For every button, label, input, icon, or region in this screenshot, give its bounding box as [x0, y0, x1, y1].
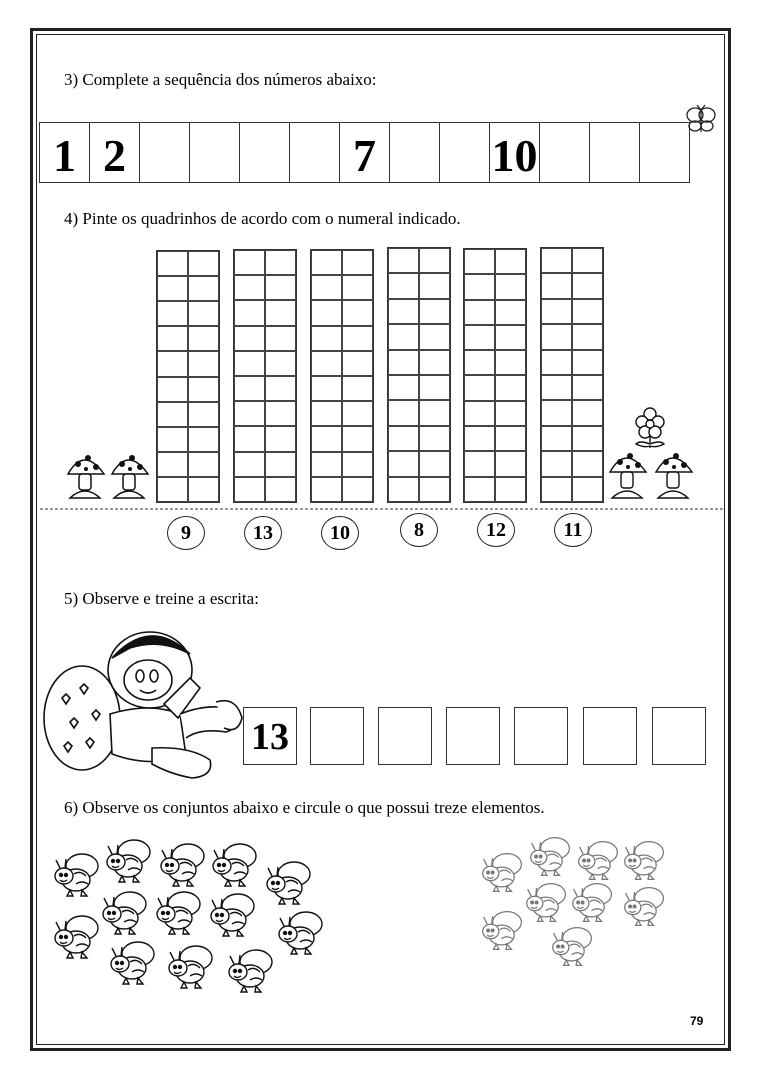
numeral-circle: 13 [244, 516, 282, 550]
grid-square[interactable] [342, 351, 373, 376]
writing-box[interactable]: 13 [243, 707, 297, 765]
writing-box[interactable] [652, 707, 706, 765]
grid-square[interactable] [541, 299, 572, 324]
grid-square[interactable] [342, 426, 373, 451]
sequence-cell[interactable] [539, 122, 590, 183]
bee-icon [52, 850, 104, 898]
grid-square[interactable] [234, 376, 265, 401]
grid-square[interactable] [541, 400, 572, 425]
grid-square[interactable] [388, 375, 419, 400]
grid-square[interactable] [188, 402, 219, 427]
grid-square[interactable] [495, 451, 526, 476]
question-3-title: 3) Complete a sequência dos números abaixo: [64, 70, 377, 89]
paint-grid [463, 248, 527, 503]
grid-square[interactable] [311, 426, 342, 451]
sequence-cell[interactable]: 2 [89, 122, 140, 183]
grid-square[interactable] [265, 452, 296, 477]
writing-box[interactable] [583, 707, 637, 765]
bee-icon [158, 840, 210, 888]
writing-box[interactable] [378, 707, 432, 765]
grid-square[interactable] [541, 273, 572, 298]
grid-square[interactable] [572, 400, 603, 425]
grid-square[interactable] [311, 326, 342, 351]
grid-square[interactable] [419, 248, 450, 273]
grid-square[interactable] [541, 451, 572, 476]
grid-square[interactable] [495, 426, 526, 451]
numeral-circle: 11 [554, 513, 592, 547]
writing-box[interactable] [514, 707, 568, 765]
grid-square[interactable] [188, 351, 219, 376]
grid-square[interactable] [188, 251, 219, 276]
child-reading-illustration [40, 618, 244, 784]
sequence-cell[interactable]: 1 [39, 122, 90, 183]
bee-icon [570, 880, 617, 923]
grid-square[interactable] [388, 400, 419, 425]
grid-square[interactable] [342, 401, 373, 426]
grid-square[interactable] [157, 276, 188, 301]
grid-square[interactable] [572, 299, 603, 324]
grid-square[interactable] [495, 274, 526, 299]
paint-grid [156, 250, 220, 503]
sequence-cell[interactable]: 10 [489, 122, 540, 183]
grid-square[interactable] [495, 249, 526, 274]
mushrooms-left-illustration [64, 448, 160, 504]
grid-square[interactable] [419, 375, 450, 400]
bee-icon [528, 834, 575, 877]
grid-square[interactable] [342, 250, 373, 275]
grid-square[interactable] [188, 326, 219, 351]
grid-square[interactable] [541, 248, 572, 273]
grid-square[interactable] [265, 250, 296, 275]
grid-square[interactable] [464, 426, 495, 451]
grid-square[interactable] [342, 300, 373, 325]
grid-square[interactable] [157, 351, 188, 376]
bee-icon [154, 888, 206, 936]
grid-square[interactable] [188, 276, 219, 301]
bee-icon [108, 938, 160, 986]
grid-square[interactable] [464, 300, 495, 325]
grid-square[interactable] [388, 451, 419, 476]
grid-square[interactable] [311, 250, 342, 275]
grid-square[interactable] [265, 326, 296, 351]
sequence-cell[interactable] [439, 122, 490, 183]
grid-square[interactable] [419, 451, 450, 476]
grid-square[interactable] [388, 299, 419, 324]
sequence-cell[interactable] [639, 122, 690, 183]
numeral-circle: 9 [167, 516, 205, 550]
sequence-cell[interactable] [239, 122, 290, 183]
grid-square[interactable] [388, 324, 419, 349]
paint-grid [233, 249, 297, 503]
page-number: 79 [690, 1014, 704, 1028]
grid-square[interactable] [342, 326, 373, 351]
bee-icon [104, 836, 156, 884]
bee-icon [226, 946, 278, 994]
grid-square[interactable] [495, 325, 526, 350]
sequence-cell[interactable] [189, 122, 240, 183]
grid-square[interactable] [572, 248, 603, 273]
grid-square[interactable] [572, 451, 603, 476]
paint-grid [310, 249, 374, 503]
grid-square[interactable] [464, 249, 495, 274]
grid-square[interactable] [541, 426, 572, 451]
grid-square[interactable] [572, 273, 603, 298]
bee-icon [524, 880, 571, 923]
bee-icon [622, 838, 669, 881]
grid-square[interactable] [572, 350, 603, 375]
grid-square[interactable] [495, 300, 526, 325]
grid-square[interactable] [234, 275, 265, 300]
grid-square[interactable] [342, 376, 373, 401]
grid-square[interactable] [234, 452, 265, 477]
grid-square[interactable] [572, 426, 603, 451]
grid-square[interactable] [419, 350, 450, 375]
grid-square[interactable] [188, 301, 219, 326]
grid-square[interactable] [541, 350, 572, 375]
sequence-cell[interactable]: 7 [339, 122, 390, 183]
grid-square[interactable] [311, 401, 342, 426]
grid-square[interactable] [464, 375, 495, 400]
grid-square[interactable] [311, 275, 342, 300]
grid-square[interactable] [541, 324, 572, 349]
grid-square[interactable] [388, 350, 419, 375]
grid-square[interactable] [311, 452, 342, 477]
grid-square[interactable] [572, 324, 603, 349]
grid-square[interactable] [188, 427, 219, 452]
grid-square[interactable] [495, 401, 526, 426]
grid-square[interactable] [419, 324, 450, 349]
grid-square[interactable] [342, 275, 373, 300]
grid-square[interactable] [234, 426, 265, 451]
grid-square[interactable] [234, 326, 265, 351]
sequence-cell[interactable] [589, 122, 640, 183]
grid-square[interactable] [265, 426, 296, 451]
grid-square[interactable] [572, 375, 603, 400]
bee-icon [276, 908, 328, 956]
numeral-circle: 10 [321, 516, 359, 550]
grid-square[interactable] [464, 274, 495, 299]
grid-square[interactable] [342, 452, 373, 477]
grid-square[interactable] [419, 400, 450, 425]
butterfly-icon [684, 104, 718, 136]
grid-square[interactable] [541, 375, 572, 400]
sequence-cell[interactable] [289, 122, 340, 183]
bee-icon [210, 840, 262, 888]
bee-icon [264, 858, 316, 906]
bee-icon [550, 924, 597, 967]
grid-square[interactable] [265, 376, 296, 401]
number-sequence [40, 122, 690, 183]
bee-icon [100, 888, 152, 936]
writing-box[interactable] [446, 707, 500, 765]
grid-square[interactable] [388, 273, 419, 298]
grid-square[interactable] [157, 452, 188, 477]
grid-square[interactable] [234, 351, 265, 376]
grid-square[interactable] [188, 377, 219, 402]
paint-grid [387, 247, 451, 503]
grid-square[interactable] [157, 377, 188, 402]
grid-square[interactable] [157, 402, 188, 427]
grid-square[interactable] [464, 451, 495, 476]
grid-square[interactable] [234, 401, 265, 426]
grid-square[interactable] [388, 426, 419, 451]
grid-square[interactable] [265, 275, 296, 300]
grid-square[interactable] [388, 248, 419, 273]
grid-square[interactable] [311, 300, 342, 325]
bee-icon [166, 942, 218, 990]
paint-grid [540, 247, 604, 503]
grid-square[interactable] [311, 376, 342, 401]
sequence-cell[interactable] [389, 122, 440, 183]
grid-square[interactable] [265, 401, 296, 426]
grid-square[interactable] [311, 351, 342, 376]
grid-square[interactable] [495, 350, 526, 375]
question-6-title: 6) Observe os conjuntos abaixo e circule o que possui treze elementos. [64, 798, 545, 817]
grid-square[interactable] [157, 326, 188, 351]
grid-square[interactable] [265, 351, 296, 376]
question-5-title: 5) Observe e treine a escrita: [64, 589, 259, 608]
grid-square[interactable] [419, 426, 450, 451]
bee-icon [208, 890, 260, 938]
grid-square[interactable] [157, 427, 188, 452]
numeral-circle: 8 [400, 513, 438, 547]
grid-square[interactable] [265, 300, 296, 325]
bee-icon [480, 850, 527, 893]
grid-square[interactable] [157, 251, 188, 276]
sequence-cell[interactable] [139, 122, 190, 183]
grid-square[interactable] [234, 250, 265, 275]
bee-icon [480, 908, 527, 951]
grid-square[interactable] [419, 299, 450, 324]
bee-icon [576, 838, 623, 881]
question-4-title: 4) Pinte os quadrinhos de acordo com o numeral indicado. [64, 209, 461, 228]
bee-icon [52, 912, 104, 960]
grid-square[interactable] [234, 300, 265, 325]
numeral-circle: 12 [477, 513, 515, 547]
grid-square[interactable] [419, 273, 450, 298]
grid-square[interactable] [188, 452, 219, 477]
grid-square[interactable] [464, 350, 495, 375]
writing-box[interactable] [310, 707, 364, 765]
grid-square[interactable] [495, 375, 526, 400]
mushrooms-flower-illustration [604, 400, 704, 504]
grid-square[interactable] [157, 301, 188, 326]
grid-square[interactable] [464, 325, 495, 350]
bee-icon [622, 884, 669, 927]
grid-square[interactable] [464, 401, 495, 426]
